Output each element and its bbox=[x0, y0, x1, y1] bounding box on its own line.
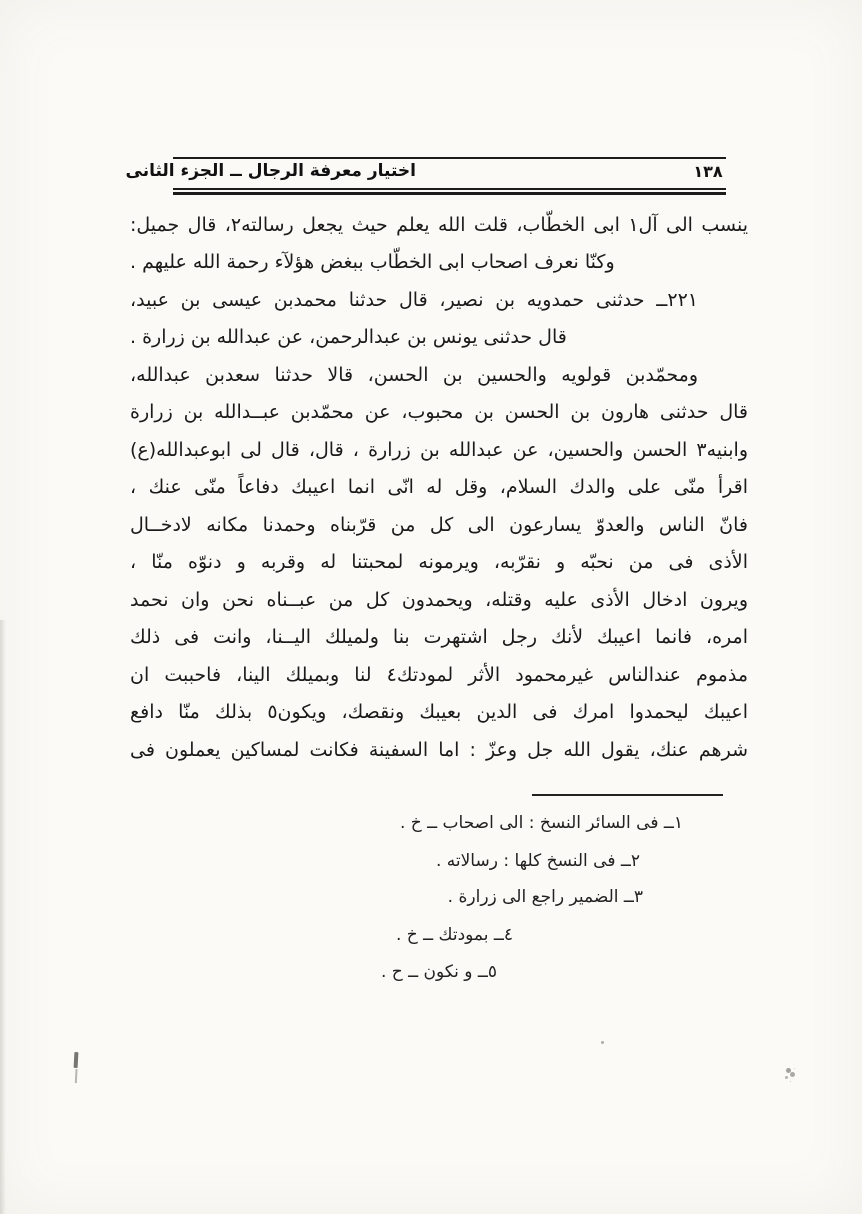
body-line: امره، فانما اعيبك لأنك رجل اشتهرت بنا ولميلك اليــنا، وانت فى ذلك bbox=[130, 626, 748, 648]
footnote-line: ٢ــ فى النسخ كلها : رسالاته . bbox=[435, 851, 640, 871]
scan-speck-left bbox=[74, 1052, 79, 1068]
header-rule-double-lower bbox=[173, 192, 726, 195]
scan-edge-shadow bbox=[0, 620, 6, 1214]
body-line-entry-start: ٢٢١ــ حدثنى حمدويه بن نصير، قال حدثنا محمدبن عيسى بن عبيد، bbox=[130, 289, 698, 311]
body-line: مذموم عندالناس غيرمحمود الأثر لمودتك٤ لنا وبميلك الينا، فاحببت ان bbox=[130, 664, 749, 686]
body-line-paragraph-start: ومحمّدبن قولويه والحسين بن الحسن، قالا حدثنا سعدبن عبدالله، bbox=[130, 364, 698, 386]
body-line: الأذى فى من نحبّه و نقرّبه، ويرمونه لمحبتنا له وقربه و دنوّه منّا ، bbox=[130, 551, 748, 573]
body-line: وابنيه٣ الحسن والحسين، عن عبدالله بن زرارة ، قال، قال لى ابوعبدالله(ع) bbox=[130, 439, 748, 461]
scan-dot bbox=[601, 1041, 604, 1044]
footnote-line: ١ــ فى السائر النسخ : الى اصحاب ــ خ . bbox=[399, 813, 683, 833]
header-rule-double-upper bbox=[173, 188, 726, 190]
footnote-separator-rule bbox=[532, 794, 723, 796]
body-line-verse: وكنّا نعرف اصحاب ابى الخطّاب ببغض هؤلآء رحمة الله عليهم . bbox=[130, 251, 615, 273]
body-line: قال حدثنى يونس بن عبدالرحمن، عن عبدالله بن زرارة . bbox=[130, 326, 567, 348]
footnote-line: ٣ــ الضمير راجع الى زرارة . bbox=[447, 887, 643, 907]
page-header-title: اختيار معرفة الرجال ــ الجزء الثانى bbox=[125, 161, 416, 181]
page-number: ١٣٨ bbox=[693, 162, 723, 181]
header-rule-top bbox=[173, 157, 726, 159]
body-line: اعيبك ليحمدوا امرك فى الدين بعيبك ونقصك، ويكون٥ بذلك منّا دافع bbox=[130, 701, 748, 723]
body-line: شرهم عنك، يقول الله جل وعزّ : اما السفينة فكانت لمساكين يعملون فى bbox=[130, 739, 748, 761]
footnote-line: ٥ــ و نكون ــ ح . bbox=[380, 962, 497, 982]
body-line: قال حدثنى هارون بن الحسن بن محبوب، عن محمّدبن عبــدالله بن زرارة bbox=[130, 401, 748, 423]
footnote-line: ٤ــ بمودتك ــ خ . bbox=[395, 925, 513, 945]
body-line: ينسب الى آل١ ابى الخطّاب، قلت الله يعلم حيث يجعل رسالته٢، قال جميل: bbox=[130, 214, 748, 236]
body-line: اقرأ منّى على والدك السلام، وقل له انّى انما اعيبك دفاعاً منّى عنك ، bbox=[130, 476, 748, 498]
body-line: ويرون ادخال الأذى عليه وقتله، ويحمدون كل من عبــناه نحن وان نحمد bbox=[130, 589, 748, 611]
scan-ornament-right bbox=[786, 1068, 791, 1073]
body-line: فانّ الناس والعدوّ يسارعون الى كل من قرّبناه وحمدنا مكانه لادخــال bbox=[130, 514, 748, 536]
